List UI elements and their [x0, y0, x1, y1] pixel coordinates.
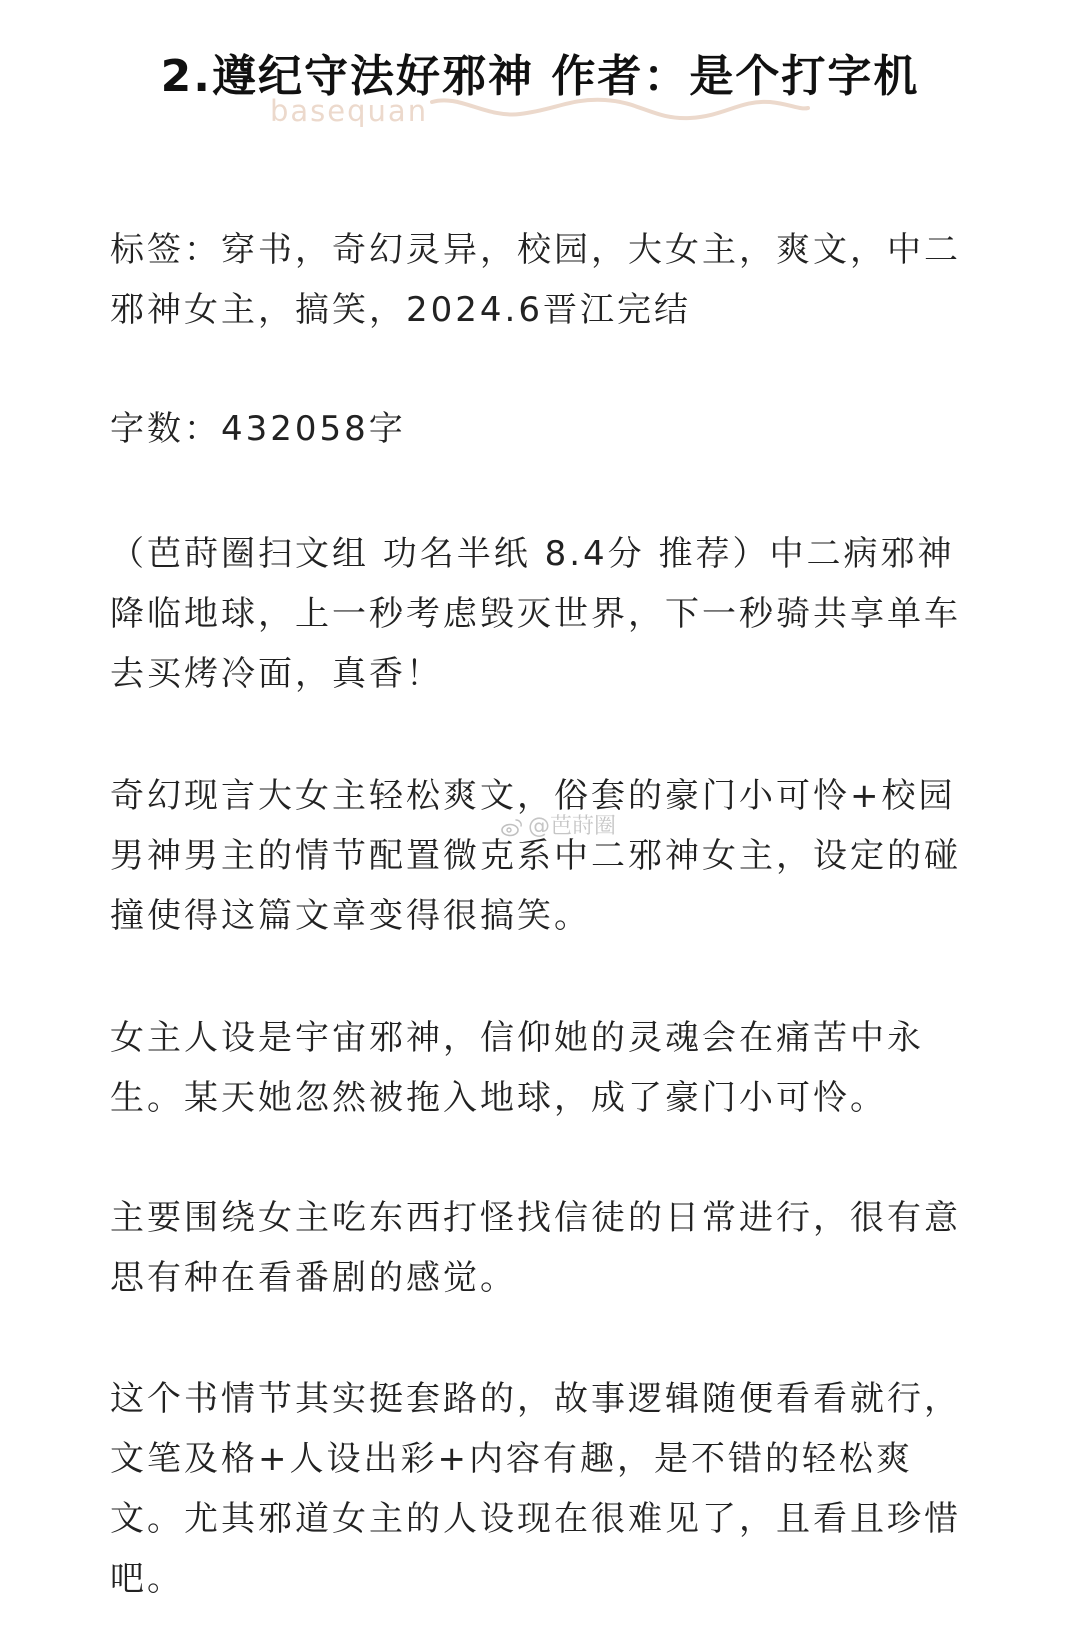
word-count-paragraph: 字数：432058字 — [110, 409, 406, 449]
article-title: 2.遵纪守法好邪神 作者：是个打字机 — [160, 51, 920, 103]
review-paragraph-1: 奇幻现言大女主轻松爽文，俗套的豪门小可怜+校园男神男主的情节配置微克系中二邪神女主，设定的碰撞使得这篇文章变得很搞笑。 — [110, 776, 961, 936]
weibo-icon — [500, 817, 524, 837]
watermark — [500, 812, 616, 842]
review-paragraph-2: 女主人设是宇宙邪神，信仰她的灵魂会在痛苦中永生。某天她忽然被拖入地球，成了豪门小可怜。 — [110, 1018, 924, 1118]
review-paragraph-3: 主要围绕女主吃东西打怪找信徒的日常进行，很有意思有种在看番剧的感觉。 — [110, 1198, 961, 1298]
wave-divider-icon — [430, 96, 810, 126]
review-paragraph-4: 这个书情节其实挺套路的，故事逻辑随便看看就行，文笔及格+人设出彩+内容有趣，是不错的轻松爽文。尤其邪道女主的人设现在很难见了，且看且珍惜吧。 — [110, 1379, 961, 1599]
watermark-text: @芭莳圈 — [528, 814, 617, 839]
intro-paragraph: （芭莳圈扫文组 功名半纸 8.4分 推荐）中二病邪神降临地球，上一秒考虑毁灭世界，下一秒骑共享单车去买烤冷面，真香！ — [110, 534, 961, 694]
tags-paragraph: 标签：穿书，奇幻灵异，校园，大女主，爽文，中二邪神女主，搞笑，2024.6晋江完结 — [110, 230, 961, 330]
brand-label: basequan — [270, 94, 429, 128]
